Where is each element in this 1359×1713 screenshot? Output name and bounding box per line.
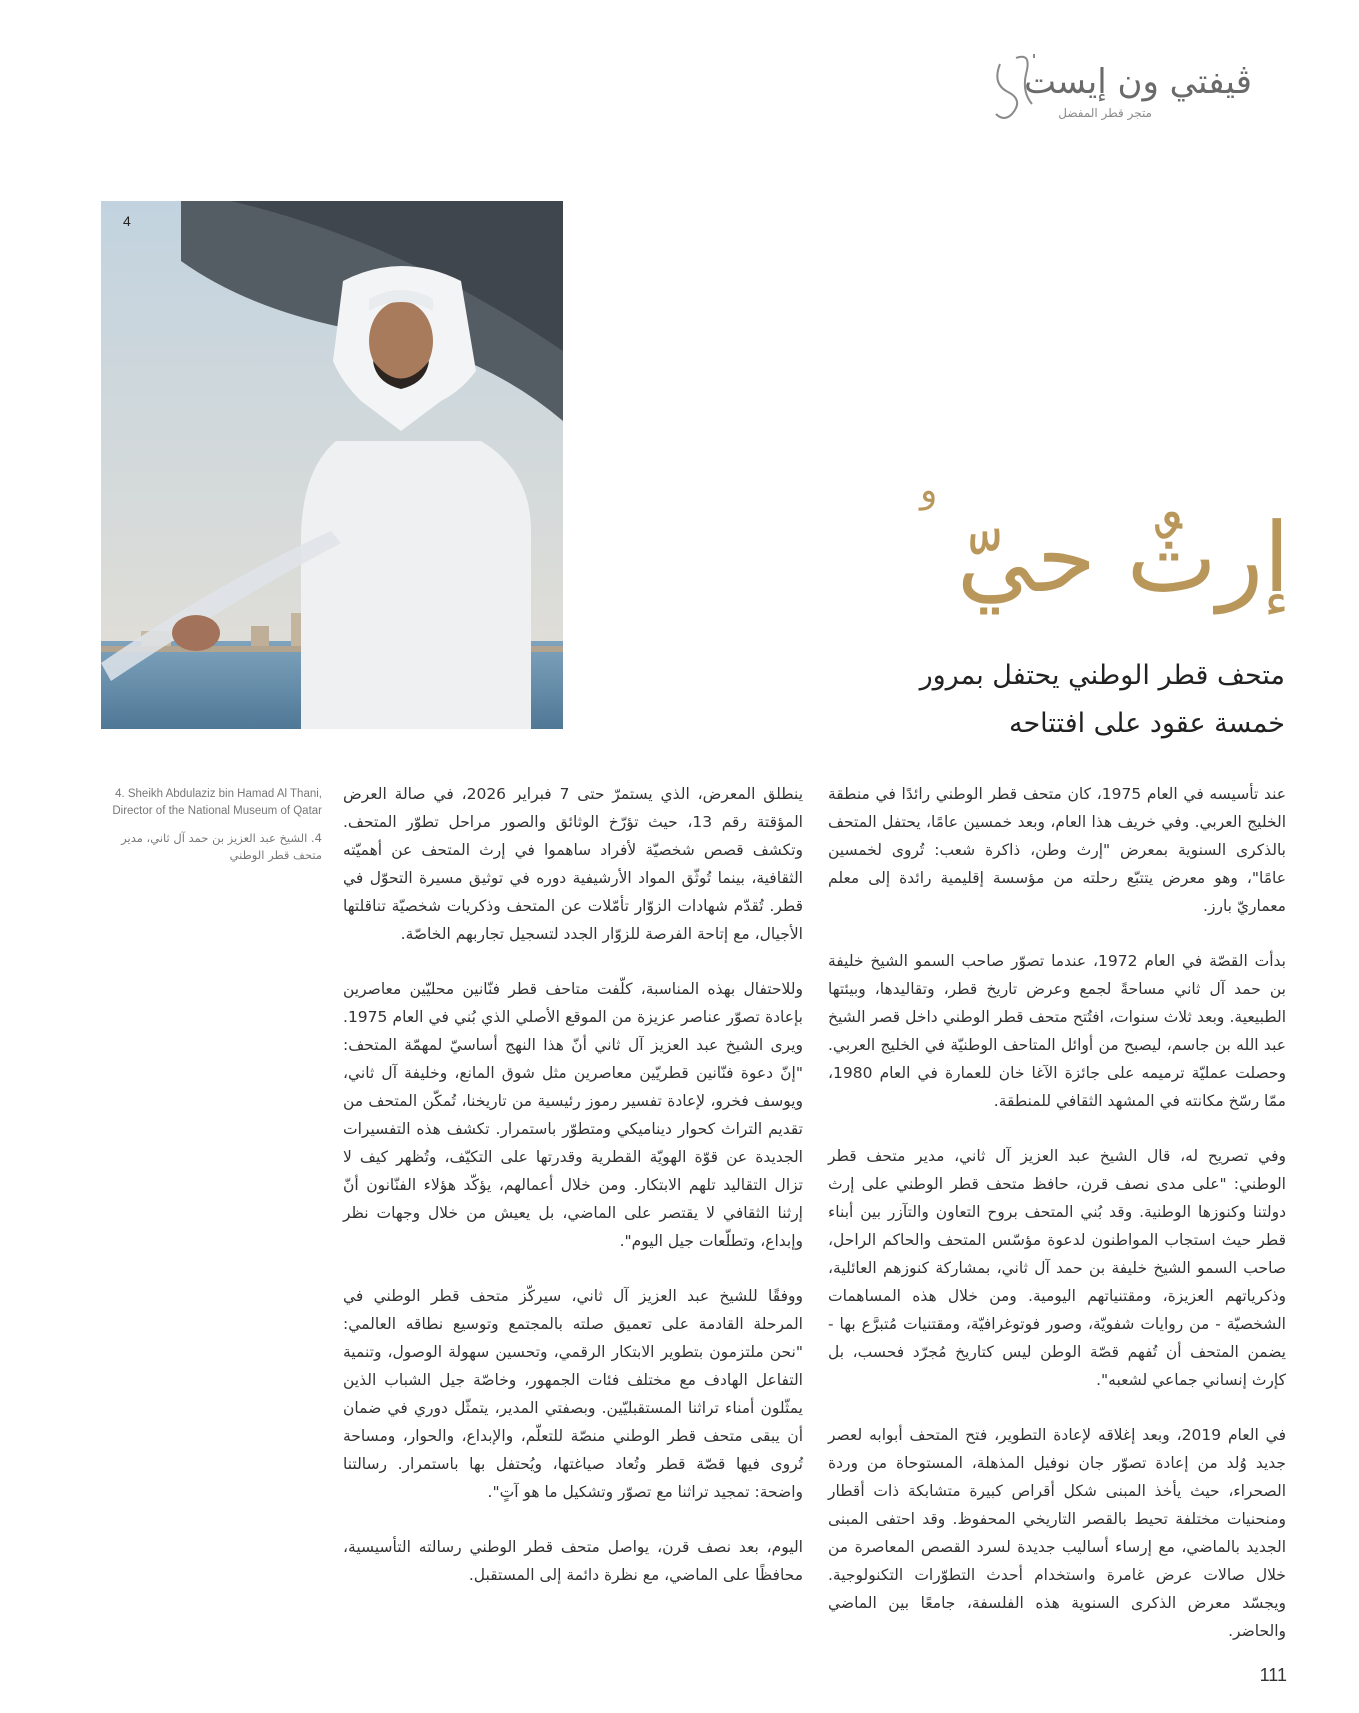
article-title [880, 470, 1290, 650]
logo-name: ڤيفتي ون إيست [1024, 62, 1252, 102]
photo-number: 4 [123, 213, 131, 229]
paragraph: عند تأسيسه في العام 1975، كان متحف قطر الوطني رائدًا في منطقة الخليج العربي. وفي خريف هذا العام، وبعد خمسين عامًا، يحتفل المتحف بالذكرى السنوية بمعرض "إرث وطن، ذاكرة شعب: تُروى لخمسين عامًا"، وهو معرض يتتبّع رحلته من مؤسسة إقليمية رائدة إلى معلم معماريّ بارز. [828, 785, 1287, 915]
title-main: إرثٌ حيّ [956, 502, 1290, 614]
caption-english: 4. Sheikh Abdulaziz bin Hamad Al Thani, Director of the National Museum of Qatar [112, 788, 322, 817]
article-column-right [828, 780, 1286, 1672]
paragraph: اليوم، بعد نصف قرن، يواصل متحف قطر الوطني رسالته التأسيسية، محافظًا على الماضي، مع نظرة دائمة إلى المستقبل. [343, 1538, 803, 1584]
brand-logo [982, 44, 1292, 130]
article-column-middle [343, 780, 803, 1616]
logo-subtitle: متجر قطر المفضل [1058, 106, 1152, 120]
title-prefix: و [920, 470, 938, 511]
paragraph: ينطلق المعرض، الذي يستمرّ حتى 7 فبراير 2026، في صالة العرض المؤقتة رقم 13، حيث تؤرّخ الوثائق والصور مراحل تطوّر المتحف. وتكشف قصص شخصيّة لأفراد ساهموا في إرث المتحف عن أهميّته الثقافية، بينما تُوثّق المواد الأرشيفية دوره في توثيق مسيرة التحوّل في قطر. تُقدّم شهادات الزوّار تأمّلات عن المتحف وذكريات شخصيّة تناقلتها الأجيال، مع إتاحة الفرصة للزوّار الجدد لتسجيل تجاربهم الخاصّة. [343, 785, 804, 943]
paragraph: في العام 2019، وبعد إغلاقه لإعادة التطوير، فتح المتحف أبوابه لعصر جديد وُلد من إعادة تصوّر جان نوفيل المذهلة، المستوحاة من وردة الصحراء، حيث يأخذ المبنى شكل أقراص كبيرة متشابكة ذات أقطار ومنحنيات مختلفة تحيط بالقصر التاريخي المحفوظ. وقد احتفى المبنى الجديد بالماضي، مع إرساء أساليب جديدة لسرد القصص المعاصرة من خلال صالات عرض غامرة واستخدام أحدث التطوّرات التكنولوجية. ويجسّد معرض الذكرى السنوية هذه الفلسفة، جامعًا بين الماضي والحاضر. [828, 1426, 1286, 1640]
article-subtitle: متحف قطر الوطني يحتفل بمرور خمسة عقود على افتتاحه [919, 660, 1285, 739]
page-number: 111 [1259, 1665, 1287, 1685]
portrait-illustration [101, 201, 563, 729]
paragraph: وفي تصريح له، قال الشيخ عبد العزيز آل ثاني، مدير متحف قطر الوطني: "على مدى نصف قرن، حافظ متحف قطر الوطني على إرث دولتنا وكنوزها الوطنية. وقد بُني المتحف بروح التعاون والتآزر بين أبناء قطر حيث استجاب المواطنون لدعوة مؤسّس المتحف والحاكم الراحل، صاحب السمو الشيخ خليفة بن حمد آل ثاني، بمشاركة كنوزهم العائلية، وذكرياتهم العزيزة، ومقتنياتهم اليومية. ومن خلال هذه المساهمات الشخصيّة - من روايات شفويّة، وصور فوتوغرافيّة، ومقتنيات مُتبرَّع بها - يضمن المتحف أن تُفهم قصّة الوطن ليس كتاريخ مُجرّد فحسب، بل كإرث إنساني جماعي لشعبه". [828, 1147, 1286, 1389]
portrait-photo [101, 201, 563, 729]
paragraph: وللاحتفال بهذه المناسبة، كلّفت متاحف قطر فنّانين محليّين معاصرين بإعادة تصوّر عناصر عزيزة من الموقع الأصلي الذي بُني في العام 1975. ويرى الشيخ عبد العزيز آل ثاني أنّ هذا النهج أساسيّ لمهمّة المتحف: "إنّ دعوة فنّانين قطريّين معاصرين مثل شوق المانع، وخليفة آل ثاني، ويوسف فخرو، لإعادة تفسير رموز رئيسية من تاريخنا، تُمكّن المتحف من تقديم التراث كحوار ديناميكي ومتطوّر باستمرار. تكشف هذه التفسيرات الجديدة عن قوّة الهويّة القطرية وقدرتها على التكيّف، وتُظهر كيف لا تزال التقاليد تلهم الابتكار. ومن خلال أعمالهم، يؤكّد هؤلاء الفنّانون أنّ إرثنا الثقافي لا يقتصر على الماضي، بل يعيش من خلال وجهات نظر وإبداع، وتطلّعات جيل اليوم". [343, 980, 803, 1250]
photo-caption [108, 786, 322, 864]
caption-arabic: 4. الشيخ عبد العزيز بن حمد آل ثاني، مدير متحف قطر الوطني [121, 831, 322, 862]
paragraph: ووفقًا للشيخ عبد العزيز آل ثاني، سيركّز متحف قطر الوطني في المرحلة القادمة على تعميق صلته بالمجتمع وتوسيع نطاقه العالمي: "نحن ملتزمون بتطوير الابتكار الرقمي، وتحسين سهولة الوصول، وتنمية التفاعل الهادف مع مختلف فئات الجمهور، وخاصّة جيل الشباب الذين يمثّلون أمناء تراثنا المستقبليّين. وبصفتي المدير، يتمثّل دوري في ضمان أن يبقى متحف قطر الوطني منصّة للتعلّم، والإبداع، والحوار، ومساحة تُروى فيها قصّة قطر وتُعاد صياغتها، ويُحتفل بها باستمرار. رسالتنا واضحة: تمجيد تراثنا مع تصوّر وتشكيل ما هو آتٍ". [343, 1287, 803, 1501]
paragraph: بدأت القصّة في العام 1972، عندما تصوّر صاحب السمو الشيخ خليفة بن حمد آل ثاني مساحةً لجمع وعرض تاريخ قطر، وتقاليدها، وبيئتها الطبيعية. وبعد ثلاث سنوات، افتُتح متحف قطر الوطني داخل قصر الشيخ عبد الله بن جاسم، ليصبح من أوائل المتاحف الوطنيّة في الخليج العربي. وحصلت عمليّة ترميمه على جائزة الآغا خان للعمارة في العام 1980، ممّا رسّخ مكانته في المشهد الثقافي للمنطقة. [828, 952, 1286, 1110]
